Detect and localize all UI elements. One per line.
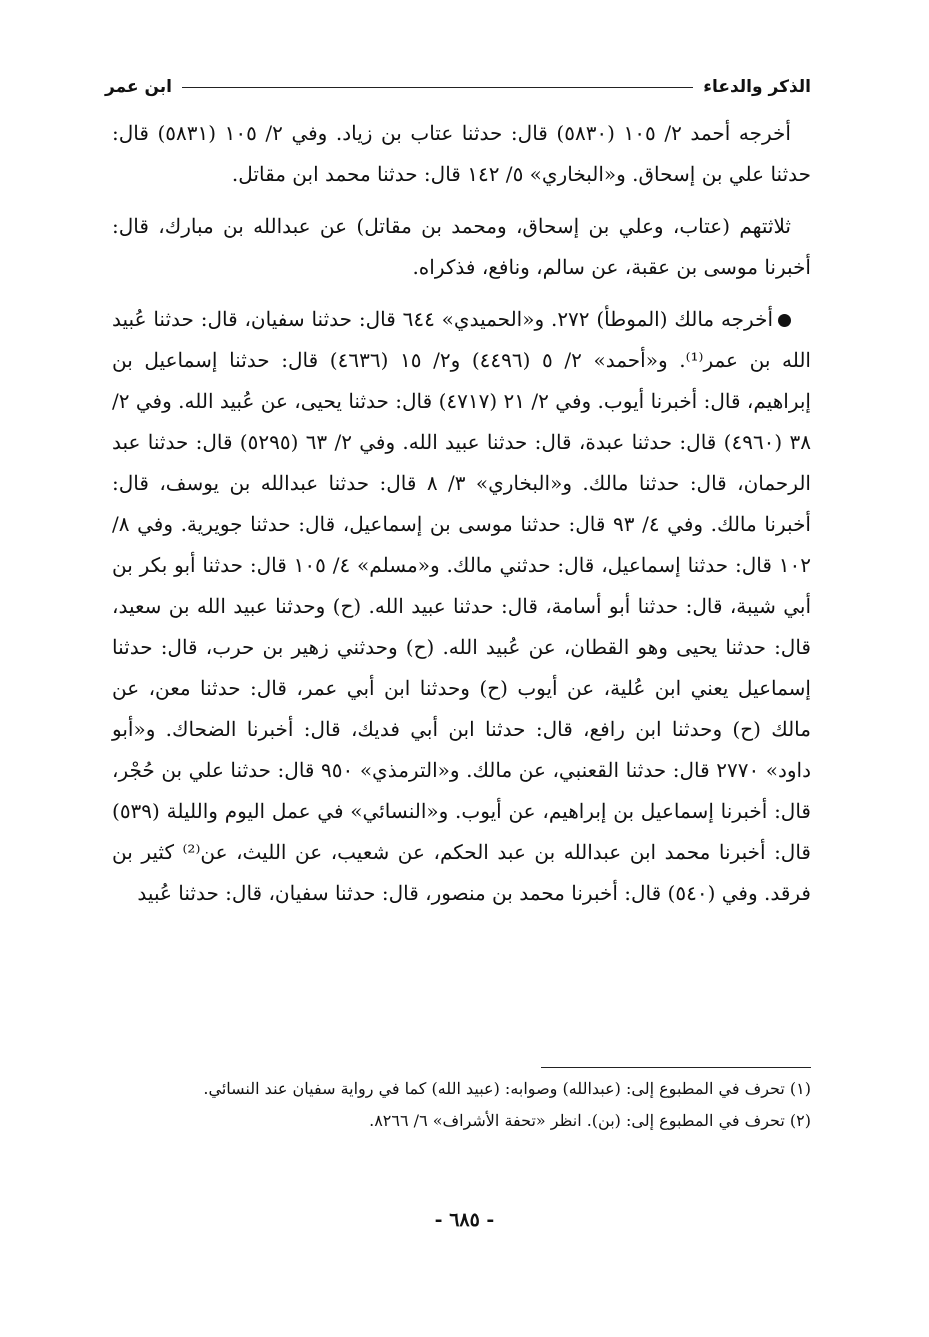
header-rule (182, 87, 693, 88)
chapter-title: الذكر والدعاء (703, 77, 811, 97)
paragraph-1: أخرجه أحمد ٢/ ١٠٥ (٥٨٣٠) قال: حدثنا عتاب بن زياد. وفي ٢/ ١٠٥ (٥٨٣١) قال: حدثنا علي بن إسحاق. و«البخاري» ٥/ ١٤٢ قال: حدثنا محمد ابن مقاتل. (112, 121, 811, 186)
main-text (112, 113, 811, 925)
narrator-name: ابن عمر (105, 77, 173, 97)
paragraph-3-text: أخرجه مالك (الموطأ) ٢٧٢. و«الحميدي» ٦٤٤ قال: حدثنا سفيان، قال: حدثنا عُبيد الله بن عمر⁽¹⁾. و«أحمد» ٢/ ٥ (٤٤٩٦) و٢/ ١٥ (٤٦٣٦) قال: حدثنا إسماعيل بن إبراهيم، قال: أخبرنا أيوب. وفي ٢/ ٢١ (٤٧١٧) قال: حدثنا يحيى، عن عُبيد الله. وفي ٢/ ٣٨ (٤٩٦٠) قال: حدثنا عبدة، قال: حدثنا عبيد الله. وفي ٢/ ٦٣ (٥٢٩٥) قال: حدثنا عبد الرحمان، قال: حدثنا مالك. و«البخاري» ٣/ ٨ قال: حدثنا عبدالله بن يوسف، قال: أخبرنا مالك. وفي ٤/ ٩٣ قال: حدثنا موسى بن إسماعيل، قال: حدثنا جويرية. وفي ٨/ ١٠٢ قال: حدثنا إسماعيل، قال: حدثني مالك. و«مسلم» ٤/ ١٠٥ قال: حدثنا أبو بكر بن أبي شيبة، قال: حدثنا أبو أسامة، قال: حدثنا عبيد الله. (ح) وحدثنا عبيد الله بن سعيد، قال: حدثنا يحيى وهو القطان، عن عُبيد الله. (ح) وحدثني زهير بن حرب، قال: حدثنا إسماعيل يعني ابن عُلية، عن أيوب (ح) وحدثنا ابن أبي عمر، قال: حدثنا معن، عن مالك (ح) وحدثنا ابن رافع، قال: حدثنا ابن أبي فديك، قال: أخبرنا الضحاك. و«أبو داود» ٢٧٧٠ قال: حدثنا القعنبي، عن مالك. و«الترمذي» ٩٥٠ قال: حدثنا علي بن حُجْر، قال: أخبرنا إسماعيل بن إبراهيم، عن أيوب. و«النسائي» في عمل اليوم والليلة (٥٣٩) قال: أخبرنا محمد ابن عبدالله بن عبد الحكم، عن شعيب، عن الليث، عن⁽²⁾ كثير بن فرقد. وفي (٥٤٠) قال: أخبرنا محمد بن منصور، قال: حدثنا سفيان، قال: حدثنا عُبيد (112, 307, 812, 905)
paragraph-2: ثلاثتهم (عتاب، وعلي بن إسحاق، ومحمد بن مقاتل) عن عبدالله بن مبارك، قال: أخبرنا موسى بن عقبة، عن سالم، ونافع، فذكراه. (112, 214, 811, 279)
running-header (105, 70, 811, 104)
footnote-separator (541, 1067, 811, 1068)
bullet-icon (778, 314, 791, 327)
page-number: - ٦٨٥ - (434, 1209, 495, 1231)
footnote-1: (١) تحرف في المطبوع إلى: (عبدالله) وصوابه: (عبيد الله) كما في رواية سفيان عند النسائي. (203, 1079, 811, 1098)
paragraph-3 (112, 299, 811, 914)
footnotes (110, 1075, 811, 1139)
footnote-2: (٢) تحرف في المطبوع إلى: (بن). انظر «تحفة الأشراف» ٦/ ٨٢٦٦. (369, 1111, 811, 1130)
